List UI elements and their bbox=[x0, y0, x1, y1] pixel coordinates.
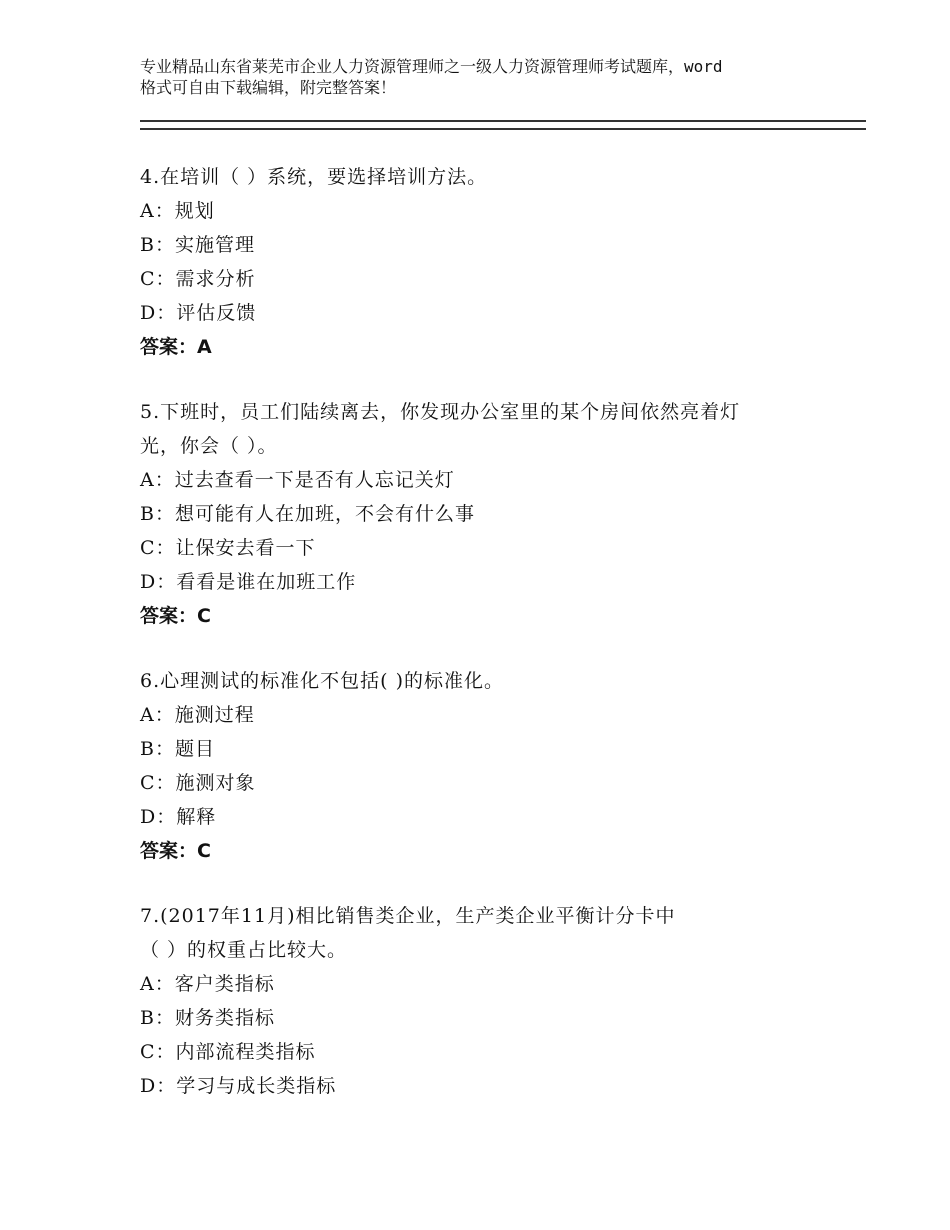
option-d: D：解释 bbox=[140, 806, 217, 828]
option-c: C：让保安去看一下 bbox=[140, 537, 316, 559]
question-stem: 6.心理测试的标准化不包括( )的标准化。 bbox=[140, 670, 504, 692]
question-stem-continued: 光，你会（ ）。 bbox=[140, 435, 278, 457]
header-line-2: 格式可自由下载编辑，附完整答案！ bbox=[140, 78, 397, 97]
option-a: A：施测过程 bbox=[140, 704, 255, 726]
answer-label: 答案：C bbox=[140, 605, 211, 627]
option-b: B：财务类指标 bbox=[140, 1007, 275, 1029]
header-divider bbox=[140, 120, 866, 130]
question-4 bbox=[140, 160, 840, 364]
option-a: A：规划 bbox=[140, 200, 215, 222]
option-c: C：施测对象 bbox=[140, 772, 256, 794]
question-list bbox=[140, 160, 840, 1134]
option-b: B：想可能有人在加班，不会有什么事 bbox=[140, 503, 475, 525]
option-a: A：客户类指标 bbox=[140, 973, 275, 995]
option-b: B：题目 bbox=[140, 738, 215, 760]
answer-label: 答案：A bbox=[140, 336, 212, 358]
question-6 bbox=[140, 664, 840, 868]
page-header bbox=[140, 56, 840, 98]
answer-label: 答案：C bbox=[140, 840, 211, 862]
question-stem: 5.下班时，员工们陆续离去，你发现办公室里的某个房间依然亮着灯 bbox=[140, 401, 741, 423]
question-7 bbox=[140, 899, 840, 1103]
header-line-1: 专业精品山东省莱芜市企业人力资源管理师之一级人力资源管理师考试题库，word bbox=[140, 57, 723, 76]
option-c: C：需求分析 bbox=[140, 268, 256, 290]
question-stem: 7.(2017年11月)相比销售类企业，生产类企业平衡计分卡中 bbox=[140, 905, 676, 927]
option-c: C：内部流程类指标 bbox=[140, 1041, 316, 1063]
option-d: D：看看是谁在加班工作 bbox=[140, 571, 357, 593]
option-a: A：过去查看一下是否有人忘记关灯 bbox=[140, 469, 455, 491]
question-stem-continued: （ ）的权重占比较大。 bbox=[140, 939, 348, 961]
question-stem: 4.在培训（ ）系统，要选择培训方法。 bbox=[140, 166, 488, 188]
option-d: D：学习与成长类指标 bbox=[140, 1075, 337, 1097]
question-5 bbox=[140, 395, 840, 633]
option-b: B：实施管理 bbox=[140, 234, 255, 256]
option-d: D：评估反馈 bbox=[140, 302, 257, 324]
